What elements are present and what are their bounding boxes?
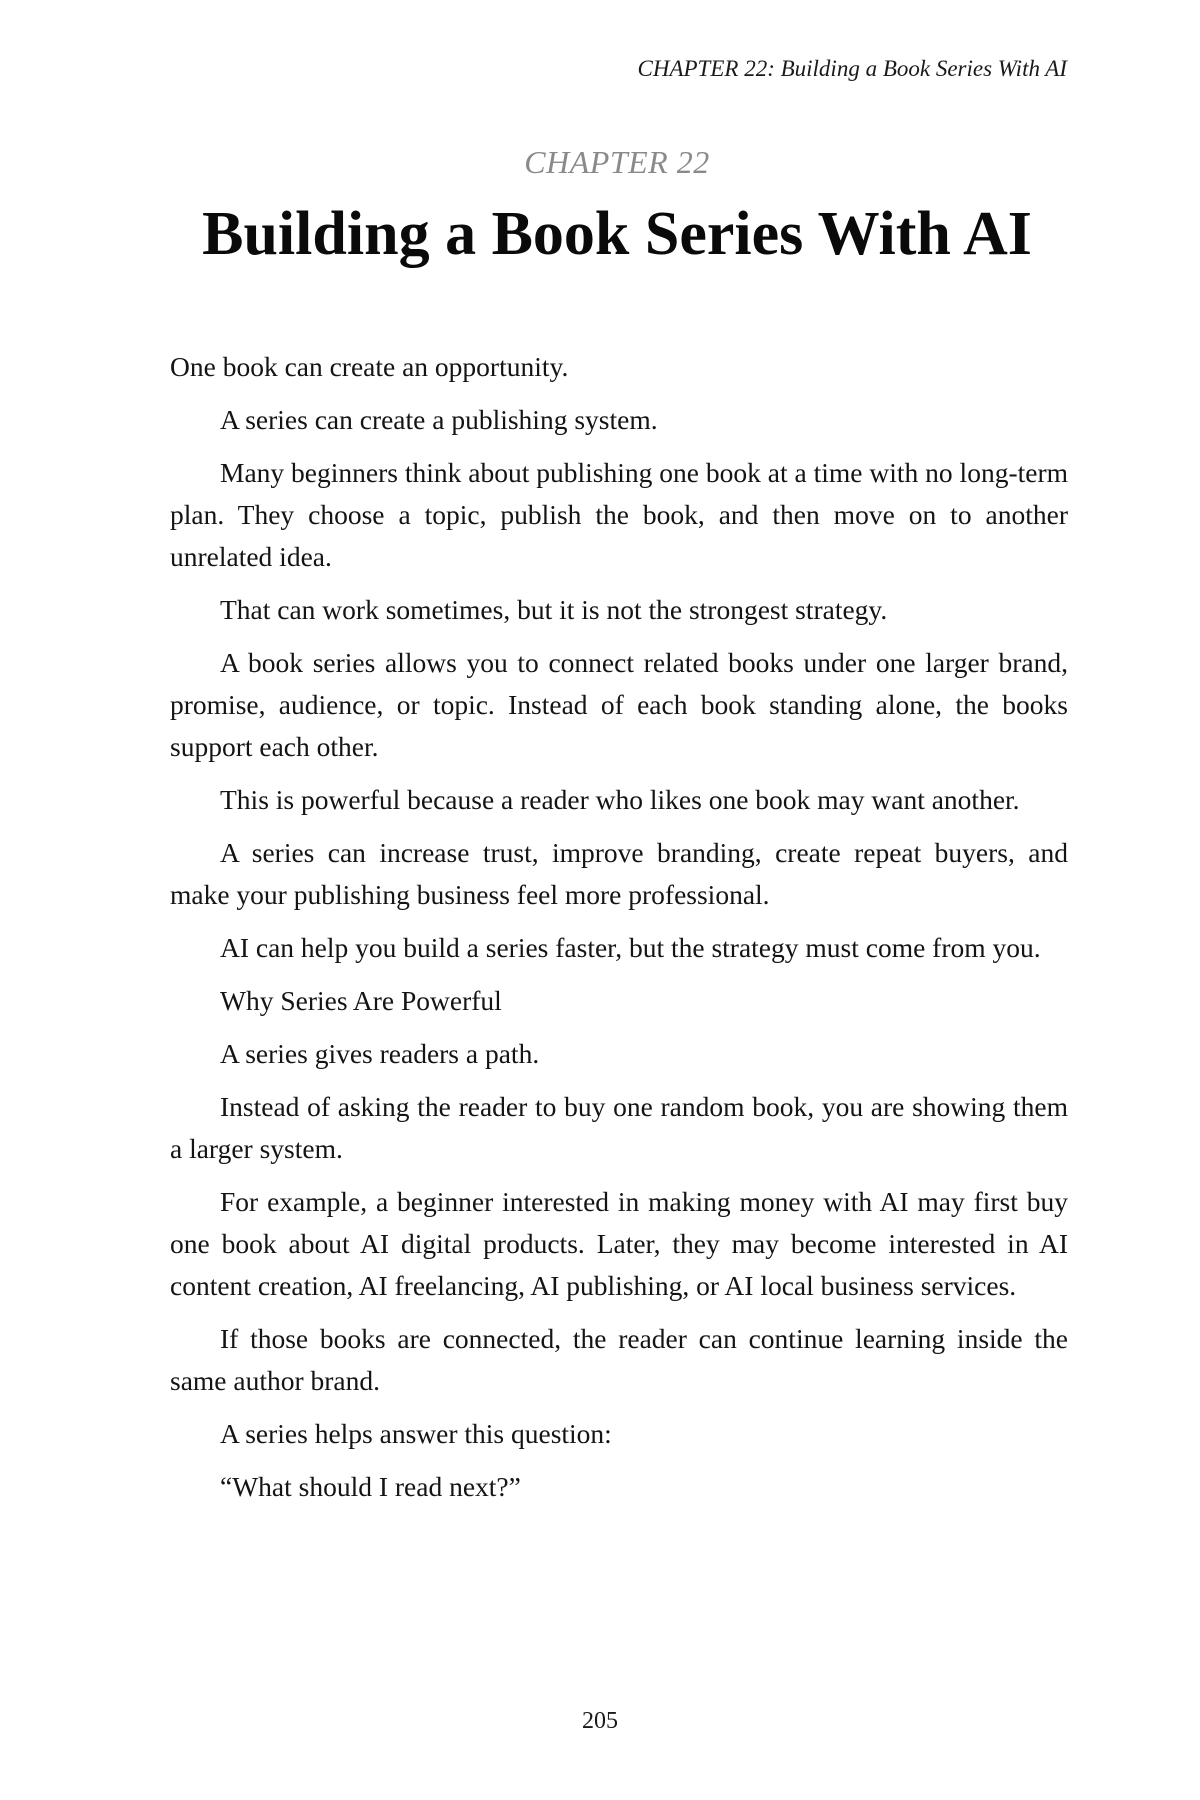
paragraph: For example, a beginner interested in making money with AI may first buy one book about AI digital products. Later, they may become interested in AI content creation, AI freelancing, AI publishing, or AI local business services. [170, 1186, 1068, 1301]
paragraph: A series helps answer this question: [220, 1418, 612, 1449]
paragraph: Many beginners think about publishing one book at a time with no long-term plan. They choose a topic, publish the book, and then move on to another unrelated idea. [170, 457, 1068, 572]
chapter-title: Building a Book Series With AI [202, 200, 1032, 268]
paragraph: A series can increase trust, improve branding, create repeat buyers, and make your publishing business feel more professional. [170, 837, 1068, 910]
quote-paragraph: “What should I read next?” [220, 1471, 521, 1502]
paragraph: A series can create a publishing system. [220, 404, 658, 435]
page-number: 205 [582, 1708, 618, 1734]
chapter-label: CHAPTER 22 [524, 144, 710, 180]
section-heading: Why Series Are Powerful [220, 985, 502, 1016]
paragraph: This is powerful because a reader who likes one book may want another. [220, 784, 1020, 815]
paragraph: A book series allows you to connect related books under one larger brand, promise, audience, or topic. Instead of each book standing alone, the books support each other. [170, 647, 1068, 762]
running-header: CHAPTER 22: Building a Book Series With AI [637, 56, 1067, 81]
body-text [170, 346, 1068, 1519]
paragraph: If those books are connected, the reader can continue learning inside the same author brand. [170, 1323, 1068, 1396]
paragraph: AI can help you build a series faster, but the strategy must come from you. [220, 932, 1041, 963]
paragraph: One book can create an opportunity. [170, 351, 569, 382]
paragraph: A series gives readers a path. [220, 1038, 540, 1069]
paragraph: Instead of asking the reader to buy one random book, you are showing them a larger system. [170, 1091, 1068, 1164]
paragraph: That can work sometimes, but it is not the strongest strategy. [220, 594, 888, 625]
